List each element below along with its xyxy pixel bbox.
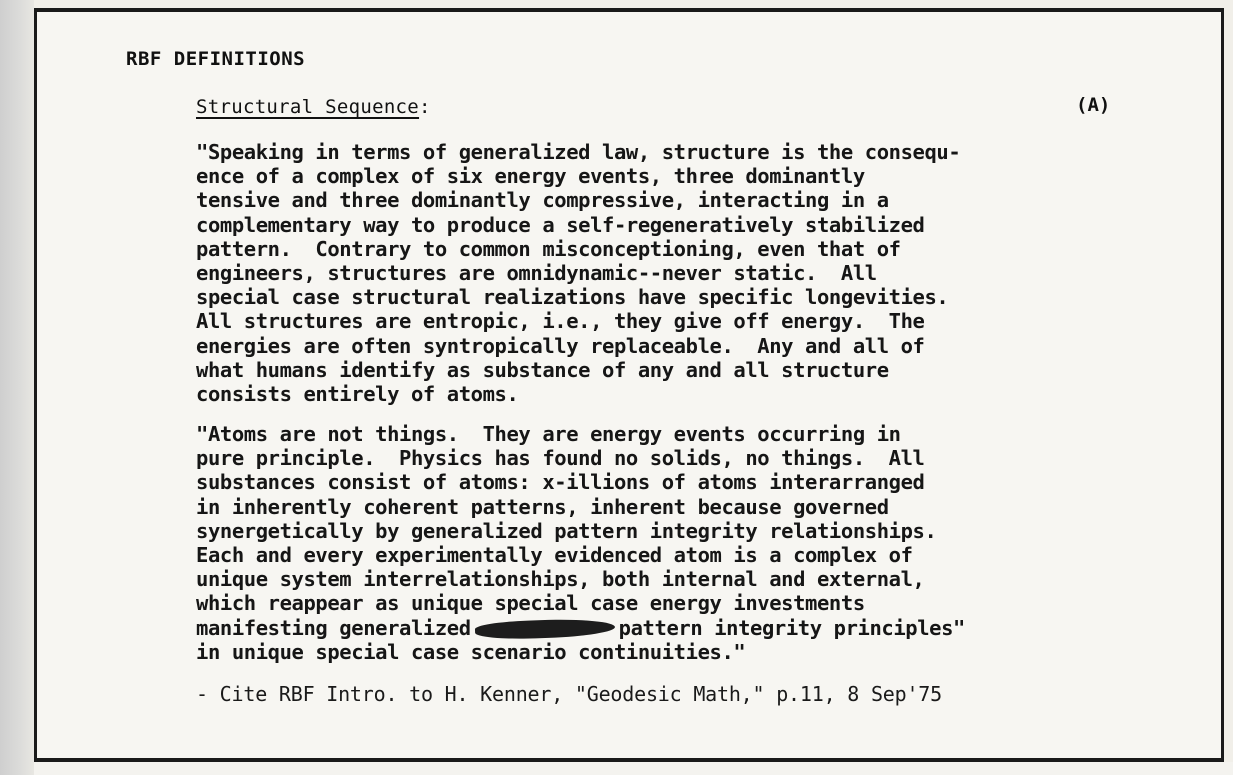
text-line: pure principle. Physics has found no solids, no things. All (196, 446, 925, 471)
section-title-colon: : (419, 96, 431, 118)
text-line: which reappear as unique special case energy investments (196, 591, 865, 616)
page-heading: RBF DEFINITIONS (126, 48, 306, 70)
text-line: engineers, structures are omnidynamic--never static. All (196, 261, 877, 286)
text-line: energies are often syntropically replaceable. Any and all of (196, 333, 925, 358)
text-line: All structures are entropic, i.e., they give off energy. The (196, 309, 925, 334)
redacted-line (196, 616, 1156, 640)
text-line: what humans identify as substance of any and all structure (196, 357, 889, 382)
quote-paragraph-1 (196, 140, 1156, 406)
text-line: Each and every experimentally evidenced atom is a complex of (196, 543, 913, 568)
text-line: ence of a complex of six energy events, three dominantly (196, 164, 865, 189)
redacted-line-end: pattern integrity principles" (618, 615, 965, 640)
text-line: pattern. Contrary to common misconceptioning, even that of (196, 236, 901, 261)
text-line: "Atoms are not things. They are energy events occurring in (196, 422, 901, 446)
text-line: synergetically by generalized pattern integrity relationships. (196, 518, 937, 543)
text-line: unique system interrelationships, both internal and external, (196, 567, 925, 592)
next-card-edge (34, 762, 1233, 775)
scan-edge-shadow (0, 0, 34, 775)
section-marker: (A) (1076, 94, 1111, 116)
quote-paragraph-2 (196, 422, 1156, 664)
citation: - Cite RBF Intro. to H. Kenner, "Geodesic Math," p.11, 8 Sep'75 (196, 682, 942, 706)
section-title-text: Structural Sequence (196, 96, 420, 118)
section-title (196, 96, 431, 118)
text-line: tensive and three dominantly compressive, interacting in a (196, 188, 889, 213)
text-line: in inherently coherent patterns, inherent because governed (196, 494, 889, 519)
text-line: complementary way to produce a self-regeneratively stabilized (196, 212, 925, 237)
redaction-mark (474, 617, 615, 640)
text-line: substances consist of atoms: x-illions of atoms interarranged (196, 470, 925, 495)
text-line: "Speaking in terms of generalized law, structure is the consequ- (196, 140, 961, 164)
text-line: special case structural realizations have specific longevities. (196, 285, 949, 310)
text-line: in unique special case scenario continuities." (196, 639, 746, 664)
text-line: consists entirely of atoms. (196, 382, 519, 407)
redacted-line-start: manifesting generalized (196, 615, 471, 640)
